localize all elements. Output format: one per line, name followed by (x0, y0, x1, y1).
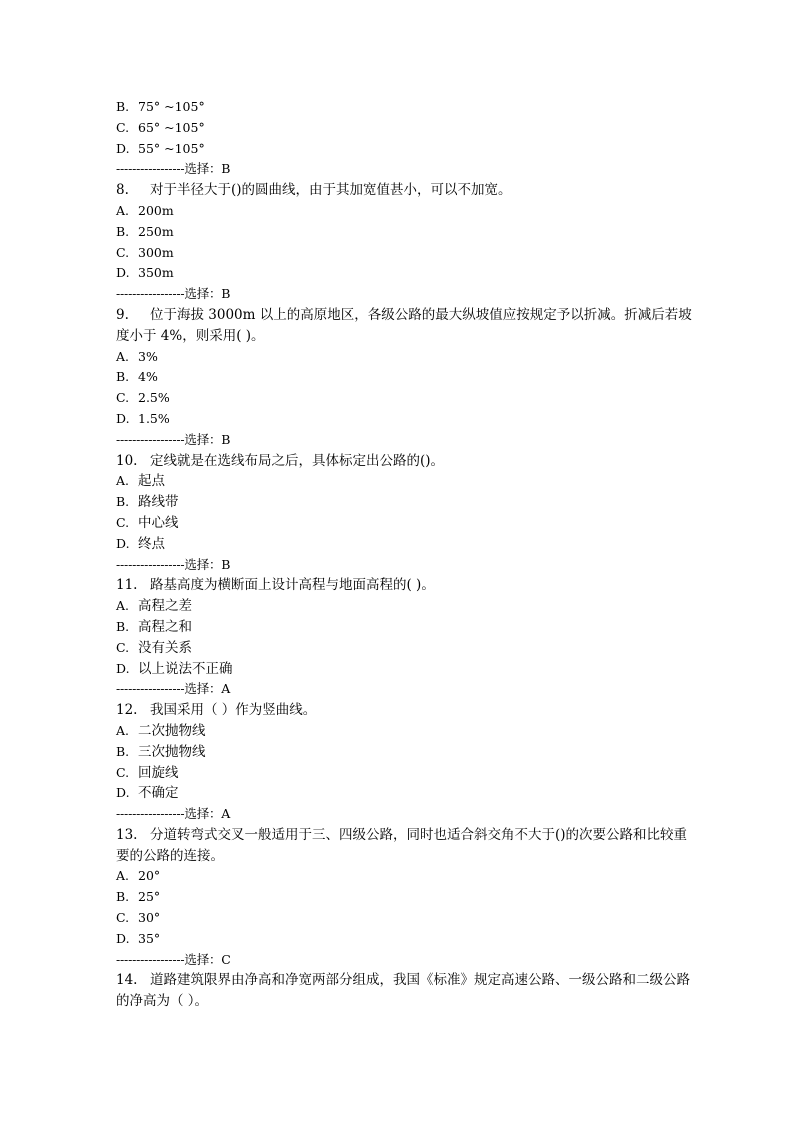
option-key: B. (116, 223, 130, 239)
question-stem-14 (116, 970, 696, 1012)
option-c (116, 513, 696, 534)
option-key: A. (116, 202, 130, 218)
option-text: 没有关系 (138, 639, 192, 656)
answer-line: -----------------选择：A (116, 681, 231, 697)
option-text: 25° (138, 889, 161, 905)
option-key: A. (116, 598, 130, 614)
option-text: 中心线 (138, 514, 179, 531)
option-c (116, 243, 696, 264)
option-text: 75° ~105° (138, 99, 205, 114)
option-a (116, 347, 696, 368)
option-b (116, 492, 696, 513)
option-d (116, 263, 696, 284)
question-text: 道路建筑限界由净高和净宽两部分组成，我国《标准》规定高速公路、一级公路和二级公路的净高为（ ）。 (116, 972, 690, 1010)
question-text: 对于半径大于()的圆曲线，由于其加宽值甚小，可以不加宽。 (150, 182, 512, 199)
option-b (116, 617, 696, 638)
document-page (116, 97, 696, 1012)
option-text: 不确定 (138, 785, 179, 802)
question-stem-9 (116, 305, 696, 347)
option-key: C. (116, 390, 130, 406)
option-a (116, 201, 696, 222)
option-a (116, 721, 696, 742)
option-key: C. (116, 514, 130, 530)
question-text: 定线就是在选线布局之后，具体标定出公路的()。 (150, 452, 445, 469)
option-d (116, 409, 696, 430)
option-text: 250m (138, 223, 174, 239)
option-key: D. (116, 660, 130, 676)
question-number: 11. (116, 577, 138, 594)
option-text: 200m (138, 202, 174, 218)
option-key: C. (116, 910, 130, 926)
option-key: C. (116, 244, 130, 260)
option-key: A. (116, 348, 130, 364)
option-key: D. (116, 265, 130, 281)
option-b (116, 742, 696, 763)
option-text: 300m (138, 244, 174, 260)
answer-line: -----------------选择：B (116, 556, 231, 572)
option-a (116, 866, 696, 887)
option-d (116, 783, 696, 804)
option-text: 回旋线 (138, 764, 179, 781)
option-text: 55° ~105° (138, 140, 205, 156)
option-text: 30° (138, 910, 161, 926)
option-text: 20° (138, 868, 161, 884)
answer-line: -----------------选择：B (116, 161, 231, 177)
option-key: C. (116, 764, 130, 780)
option-key: D. (116, 140, 130, 156)
option-key: B. (116, 369, 130, 385)
option-key: C. (116, 119, 130, 135)
option-b (116, 887, 696, 908)
option-c (116, 908, 696, 929)
option-a (116, 596, 696, 617)
option-c (116, 638, 696, 659)
question-stem-10 (116, 451, 696, 472)
option-text: 高程之差 (138, 598, 192, 615)
option-key: D. (116, 410, 130, 426)
option-c (116, 388, 696, 409)
option-key: D. (116, 535, 130, 551)
answer-line: -----------------选择：C (116, 951, 231, 967)
question-text: 位于海拔 3000m 以上的高原地区，各级公路的最大纵坡值应按规定予以折减。折减后若坡度小于 4%，则采用( )。 (116, 306, 692, 344)
option-key: B. (116, 743, 130, 759)
question-text: 路基高度为横断面上设计高程与地面高程的( )。 (150, 577, 435, 594)
option-text: 4% (138, 369, 158, 385)
answer-line: -----------------选择：B (116, 431, 231, 447)
option-d (116, 929, 696, 950)
option-key: C. (116, 639, 130, 655)
option-key: A. (116, 473, 130, 489)
option-key: B. (116, 889, 130, 905)
question-text: 分道转弯式交叉一般适用于三、四级公路，同时也适合斜交角不大于()的次要公路和比较重要的公路的连接。 (116, 826, 688, 864)
question-number: 12. (116, 702, 138, 719)
option-text: 350m (138, 265, 174, 281)
option-text: 起点 (138, 473, 165, 490)
option-text: 35° (138, 930, 161, 946)
option-text: 3% (138, 348, 158, 364)
question-number: 9. (116, 306, 129, 323)
option-c (116, 763, 696, 784)
option-key: A. (116, 868, 130, 884)
answer-line: -----------------选择：A (116, 806, 231, 822)
question-text: 我国采用（ ）作为竖曲线。 (150, 702, 317, 719)
option-text: 65° ~105° (138, 119, 205, 135)
option-b (116, 367, 696, 388)
option-text: 三次抛物线 (138, 743, 206, 760)
option-d (116, 139, 696, 160)
question-stem-8 (116, 180, 696, 201)
option-b (116, 97, 696, 118)
option-text: 路线带 (138, 494, 179, 511)
question-stem-13 (116, 825, 696, 867)
option-text: 以上说法不正确 (138, 660, 233, 677)
option-text: 二次抛物线 (138, 722, 206, 739)
question-number: 10. (116, 452, 138, 469)
option-d (116, 659, 696, 680)
option-text: 终点 (138, 535, 165, 552)
option-a (116, 471, 696, 492)
option-key: B. (116, 494, 130, 510)
answer-line: -----------------选择：B (116, 286, 231, 302)
question-stem-12 (116, 700, 696, 721)
option-key: D. (116, 785, 130, 801)
option-d (116, 534, 696, 555)
option-key: A. (116, 722, 130, 738)
option-c (116, 118, 696, 139)
option-b (116, 222, 696, 243)
option-key: B. (116, 618, 130, 634)
question-stem-11 (116, 575, 696, 596)
question-number: 14. (116, 972, 138, 989)
option-text: 高程之和 (138, 618, 192, 635)
question-number: 13. (116, 826, 138, 843)
option-text: 2.5% (138, 390, 170, 406)
option-key: D. (116, 930, 130, 946)
option-key: B. (116, 99, 130, 114)
option-text: 1.5% (138, 410, 170, 426)
question-number: 8. (116, 182, 129, 199)
